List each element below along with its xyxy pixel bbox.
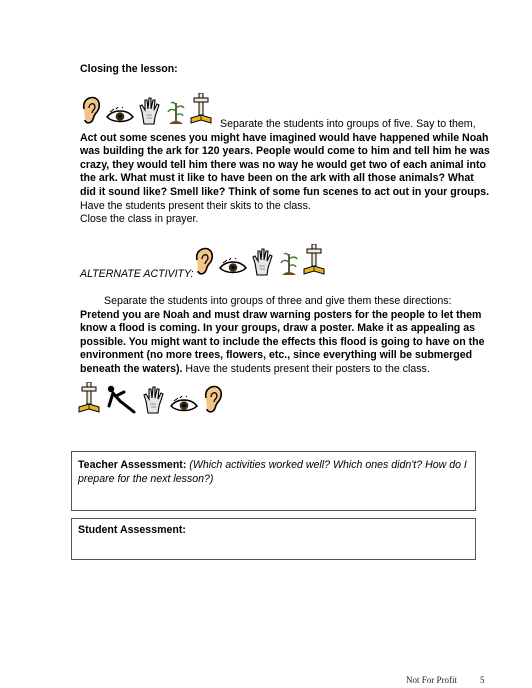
cross-bible-icon (78, 382, 100, 414)
alternate-intro: Separate the students into groups of three and give them these directions: (104, 295, 452, 307)
stretching-person-icon (104, 384, 138, 414)
hand-icon (142, 386, 166, 414)
eye-icon (170, 396, 198, 414)
page-number: 5 (480, 675, 485, 685)
bottom-icon-row (78, 382, 224, 414)
closing-prayer: Close the class in prayer. (80, 213, 199, 225)
eye-icon (219, 258, 247, 276)
cross-bible-icon (303, 244, 325, 276)
alternate-activity-label: ALTERNATE ACTIVITY: (80, 268, 194, 280)
alternate-directions: Pretend you are Noah and must draw warning posters for the people to let them know a flood is coming. In your groups, draw a poster. Make it as appealing as possible. You might want to include the effects this flood is going to have on the environment (no more trees, flowers, etc., since everything will be submerged beneath the waters). (80, 308, 485, 375)
alternate-icon-row (193, 244, 325, 276)
closing-heading: Closing the lesson: (80, 63, 178, 75)
teacher-assessment-label: Teacher Assessment: (78, 459, 187, 471)
closing-directions: Act out some scenes you might have imagined would have happened while Noah was building the ark for 120 years. People would come to him and tell him he was crazy, they would tell him there was no way he would get two of each animal into the ark. What must it like to have been on the ark with all those animals? What did it sound like? Smell like? Think of some fun scenes to act out in your groups. (80, 131, 490, 198)
hand-icon (251, 248, 275, 276)
closing-after: Have the students present their skits to the class. (80, 199, 311, 212)
student-assessment-box[interactable] (71, 518, 476, 560)
closing-paragraph (80, 118, 492, 213)
teacher-assessment-prompt: (Which activities worked well? Which ones didn't? How do I prepare for the next lesson?) (78, 459, 467, 485)
ear-icon (193, 246, 215, 276)
ear-icon (202, 384, 224, 414)
student-assessment-label: Student Assessment: (78, 524, 186, 536)
teacher-assessment-box[interactable] (71, 451, 476, 511)
alternate-after: Have the students present their posters to the class. (185, 362, 430, 375)
alternate-paragraph (80, 295, 492, 377)
closing-intro: Separate the students into groups of five. Say to them, (220, 118, 476, 130)
footer-note: Not For Profit (406, 675, 458, 685)
plant-icon (279, 250, 299, 276)
